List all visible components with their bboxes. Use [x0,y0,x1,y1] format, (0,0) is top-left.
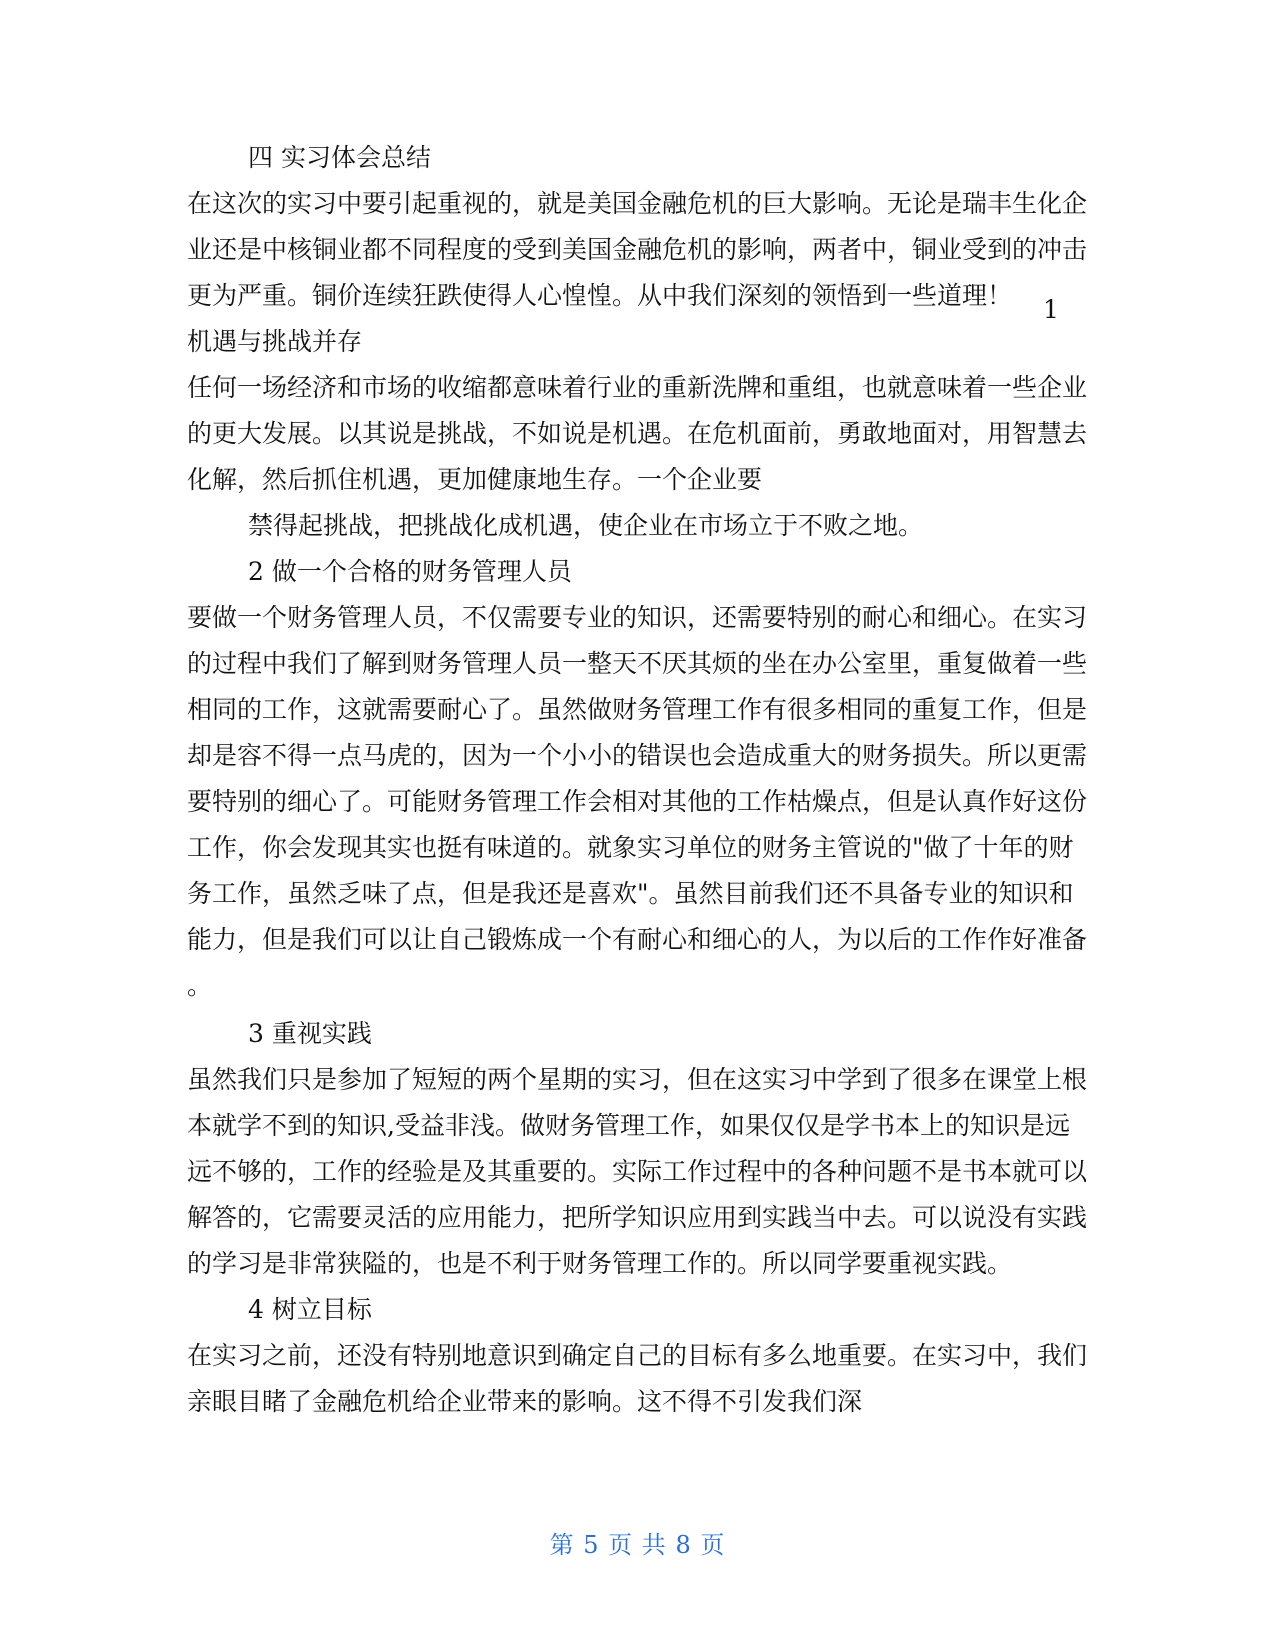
item2-body-line-8: 能力，但是我们可以让自己锻炼成一个有耐心和细心的人，为以后的工作作好准备 [187,925,1088,954]
item2-title: 2 做一个合格的财务管理人员 [248,557,572,586]
item3-body-line-5: 的学习是非常狭隘的，也是不利于财务管理工作的。所以同学要重视实践。 [187,1249,1013,1278]
item2-body-line-9: 。 [187,971,213,1000]
section-title: 四 实习体会总结 [248,143,431,172]
item2-body-line-3: 相同的工作，这就需要耐心了。虽然做财务管理工作有很多相同的重复工作，但是 [187,695,1088,724]
item2-body-line-7: 务工作，虽然乏味了点，但是我还是喜欢"。虽然目前我们还不具备专业的知识和 [187,879,1074,908]
item1-number: 1 [1043,295,1059,324]
item3-body-line-1: 虽然我们只是参加了短短的两个星期的实习，但在这实习中学到了很多在课堂上根 [187,1065,1088,1094]
item2-body-line-5: 要特别的细心了。可能财务管理工作会相对其他的工作枯燥点，但是认真作好这份 [187,787,1088,816]
item4-body-line-2: 亲眼目睹了金融危机给企业带来的影响。这不得不引发我们深 [187,1387,863,1416]
intro-line-2: 业还是中核铜业都不同程度的受到美国金融危机的影响，两者中，铜业受到的冲击 [187,235,1088,264]
intro-line-3: 更为严重。铜价连续狂跌使得人心惶惶。从中我们深刻的领悟到一些道理！ [187,281,1013,310]
item3-title: 3 重视实践 [248,1019,372,1048]
intro-line-1: 在这次的实习中要引起重视的，就是美国金融危机的巨大影响。无论是瑞丰生化企 [187,189,1088,218]
item4-title: 4 树立目标 [248,1295,372,1324]
item3-body-line-4: 解答的，它需要灵活的应用能力，把所学知识应用到实践当中去。可以说没有实践 [187,1203,1088,1232]
item1-body-line-1: 任何一场经济和市场的收缩都意味着行业的重新洗牌和重组，也就意味着一些企业 [187,373,1088,402]
item2-body-line-2: 的过程中我们了解到财务管理人员一整天不厌其烦的坐在办公室里，重复做着一些 [187,649,1088,678]
item2-body-line-1: 要做一个财务管理人员，不仅需要专业的知识，还需要特别的耐心和细心。在实习 [187,603,1088,632]
item2-body-line-4: 却是容不得一点马虎的，因为一个小小的错误也会造成重大的财务损失。所以更需 [187,741,1088,770]
item2-body-line-6: 工作，你会发现其实也挺有味道的。就象实习单位的财务主管说的"做了十年的财 [187,833,1074,862]
item4-body-line-1: 在实习之前，还没有特别地意识到确定自己的目标有多么地重要。在实习中，我们 [187,1341,1088,1370]
item1-body-line-3: 化解，然后抓住机遇，更加健康地生存。一个企业要 [187,465,763,494]
item1-title: 机遇与挑战并存 [187,327,363,356]
item1-body-line-2: 的更大发展。以其说是挑战，不如说是机遇。在危机面前，勇敢地面对，用智慧去 [187,419,1088,448]
item3-body-line-2: 本就学不到的知识,受益非浅。做财务管理工作，如果仅仅是学书本上的知识是远 [187,1111,1070,1140]
page-footer: 第 5 页 共 8 页 [549,1531,726,1559]
item1-continuation: 禁得起挑战，把挑战化成机遇，使企业在市场立于不败之地。 [248,511,924,540]
item3-body-line-3: 远不够的，工作的经验是及其重要的。实际工作过程中的各种问题不是书本就可以 [187,1157,1088,1186]
